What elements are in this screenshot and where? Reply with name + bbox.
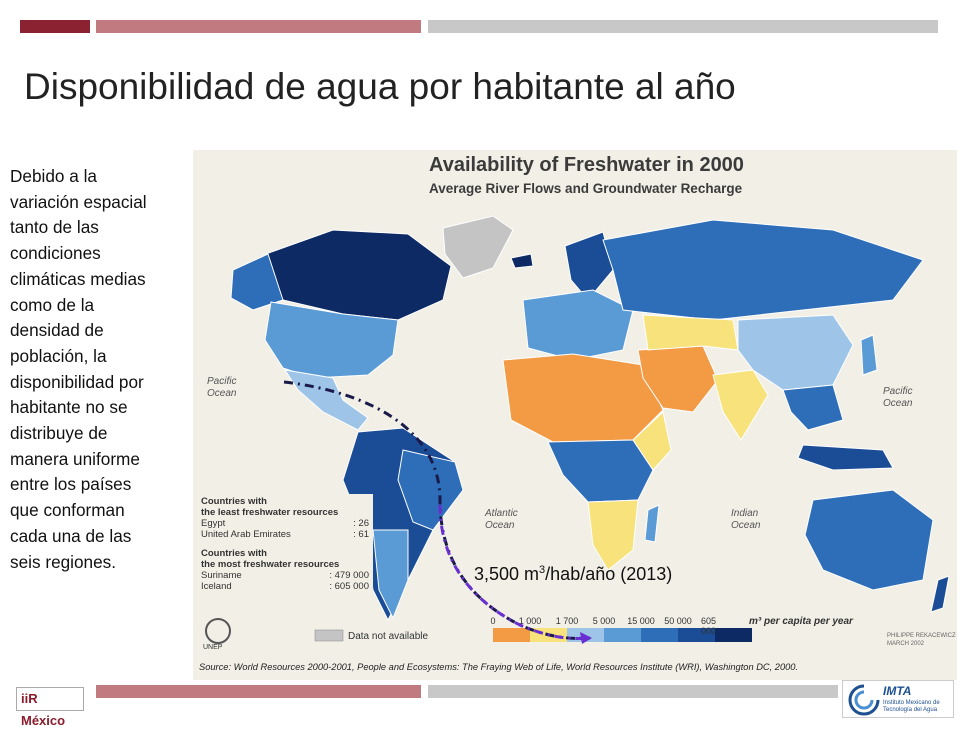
body-line: como de la: [10, 294, 95, 315]
bottom-bar-light: [428, 685, 838, 698]
body-line: tanto de las: [10, 217, 99, 238]
annotation-rest: /hab/año (2013): [545, 564, 673, 584]
scale-block: [641, 628, 678, 642]
legend-value: : 605 000: [329, 581, 369, 592]
legend-value: : 479 000: [329, 570, 369, 581]
slide-title: Disponibilidad de agua por habitante al año: [24, 66, 736, 107]
scale-tick-label: 0: [490, 616, 496, 626]
body-line: variación espacial: [10, 191, 147, 212]
body-line: habitante no se: [10, 397, 128, 418]
legend-country: Egypt: [201, 518, 226, 529]
imta-swirl-icon: [847, 683, 881, 717]
most-header-1: Countries with: [201, 548, 267, 559]
freshwater-map: [193, 150, 957, 680]
north-africa-shape: [503, 354, 663, 442]
least-header-1: Countries with: [201, 496, 267, 507]
legend-row: [201, 529, 369, 540]
body-text: [10, 164, 192, 575]
imta-logo: [842, 680, 954, 718]
scale-tick-label: 5 000: [592, 616, 616, 626]
scale-tick-label: 605 000: [701, 616, 717, 636]
unep-logo-icon: [205, 618, 231, 644]
legend-row: [201, 581, 369, 592]
no-data-swatch: [315, 630, 343, 641]
legend-countries: [201, 496, 369, 592]
most-header-2: the most freshwater resources: [201, 559, 340, 570]
legend-value: : 61: [353, 529, 369, 540]
body-line: entre los países: [10, 474, 132, 495]
legend-country: Suriname: [201, 570, 242, 581]
ocean-label-indian: Indian Ocean: [731, 508, 761, 531]
scale-unit: m³ per capita per year: [749, 616, 853, 627]
body-line: que conforman: [10, 500, 125, 521]
top-bar-mid: [96, 20, 421, 33]
body-line: población, la: [10, 345, 107, 366]
body-line: climáticas medias: [10, 268, 146, 289]
scale-tick-label: 15 000: [627, 616, 655, 626]
unep-label: UNEP: [203, 644, 223, 651]
body-line: disponibilidad por: [10, 371, 144, 392]
scale-tick-label: 1 000: [518, 616, 542, 626]
central-asia-shape: [643, 315, 738, 350]
scale-block: [493, 628, 530, 642]
body-line: seis regiones.: [10, 551, 117, 572]
no-data-label: Data not available: [348, 631, 429, 642]
bottom-bar-mid: [96, 685, 421, 698]
scale-block: [530, 628, 567, 642]
ocean-label-atlantic: Atlantic Ocean: [485, 508, 518, 531]
iir-mexico-logo: iiR México: [16, 687, 84, 711]
map-title: Availability of Freshwater in 2000: [429, 154, 744, 176]
legend-country: United Arab Emirates: [201, 529, 291, 540]
ocean-label-pacific-left: Pacific Ocean: [207, 376, 237, 399]
ocean-label-pacific-right: Pacific Ocean: [883, 386, 913, 409]
annotation-sup: 3: [539, 564, 546, 576]
scale-block: [567, 628, 604, 642]
least-header-2: the least freshwater resources: [201, 507, 339, 518]
map-subtitle: Average River Flows and Groundwater Recharge: [429, 181, 743, 196]
body-line: manera uniforme: [10, 448, 140, 469]
legend-value: : 26: [353, 518, 369, 529]
annotation-value: 3,500 m: [474, 564, 540, 584]
body-line: Debido a la: [10, 166, 97, 186]
annotation-label: [474, 564, 672, 585]
body-line: densidad de: [10, 320, 104, 341]
legend-row: [201, 570, 369, 581]
body-line: cada una de las: [10, 525, 132, 546]
map-source: Source: World Resources 2000-2001, People and Ecosystems: The Fraying Web of Life, World Resources Institute (WRI), Washington DC, 2000.: [199, 662, 799, 672]
body-line: distribuye de: [10, 423, 108, 444]
imta-title: IMTA: [883, 684, 912, 698]
map-credit: PHILIPPE REKACEWICZ MARCH 2002: [887, 633, 956, 647]
body-line: condiciones: [10, 243, 101, 264]
scale-tick-label: 1 700: [555, 616, 579, 626]
scale-tick-label: 50 000: [664, 616, 692, 626]
scale-block: [604, 628, 641, 642]
legend-country: Iceland: [201, 581, 232, 592]
legend-row: [201, 518, 369, 529]
top-bar-light: [428, 20, 938, 33]
imta-subtitle: Instituto Mexicano de Tecnología del Agua: [883, 700, 940, 713]
world-map-graphic: [193, 150, 957, 680]
top-bar-dark: [20, 20, 90, 33]
